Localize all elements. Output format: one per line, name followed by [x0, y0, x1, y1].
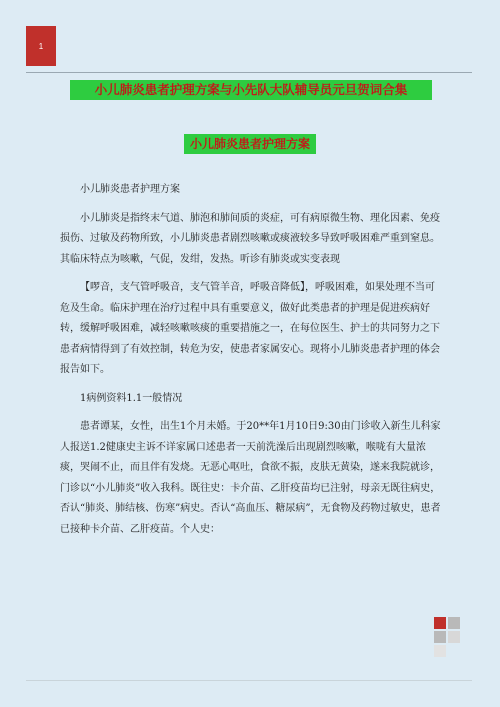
page-number-badge	[26, 26, 56, 66]
page-number: 1	[38, 41, 44, 51]
paragraph: 小儿肺炎是指终末气道、肺泡和肺间质的炎症，可有病原微生物、理化因素、免疫损伤、过敏及药物所致，小儿肺炎患者剧烈咳嗽或痰液较多导致呼吸困难严重到窒息。其临床特点为咳嗽，气促，发绀，发热。听诊有肺炎或实变表现	[60, 212, 440, 265]
deco-square	[434, 631, 446, 643]
decorative-squares	[434, 617, 474, 657]
deco-square	[434, 645, 446, 657]
paragraph-heading: 小儿肺炎患者护理方案	[80, 184, 180, 195]
deco-square	[434, 617, 446, 629]
paragraph: 患者谭某，女性，出生1个月未婚。于20**年1月10日9:30由门诊收入新生儿科家人报送1.2健康史主诉不详家属口述患者一天前洗澡后出现剧烈咳嗽，喉咙有大量浓痰，哭闹不止，而且伴有发烧。无恶心呕吐，食欲不振，皮肤无黄染，遂来我院就诊，门诊以“小儿肺炎”收入我科。既往史：卡介苗、乙肝疫苗均已注射，母亲无既往病史，否认“肺炎、肺结核、伤寒”病史。否认“高血压、糖尿病”，无食物及药物过敏史，患者已接种卡介苗、乙肝疫苗。个人史：	[60, 421, 441, 535]
document-title: 小儿肺炎患者护理方案与小先队大队辅导员元旦贺词合集	[70, 80, 432, 100]
footer-divider	[26, 680, 472, 681]
paragraph: 【啰音，支气管呼吸音，支气管羊音，呼吸音降低】，呼吸困难，如果处理不当可危及生命。临床护理在治疗过程中具有重要意义，做好此类患者的护理是促进疾病好转，缓解呼吸困难，减轻咳嗽咳痰的重要措施之一，在每位医生、护士的共同努力之下患者病情得到了有效控制，转危为安，使患者家属安心。现将小儿肺炎患者护理的体会报告如下。	[60, 282, 440, 375]
header-divider	[26, 72, 472, 73]
section-title: 小儿肺炎患者护理方案	[184, 134, 316, 154]
deco-square	[448, 631, 460, 643]
deco-square	[448, 617, 460, 629]
paragraph-heading: 1病例资料1.1一般情况	[80, 392, 183, 404]
document-body	[60, 180, 442, 548]
